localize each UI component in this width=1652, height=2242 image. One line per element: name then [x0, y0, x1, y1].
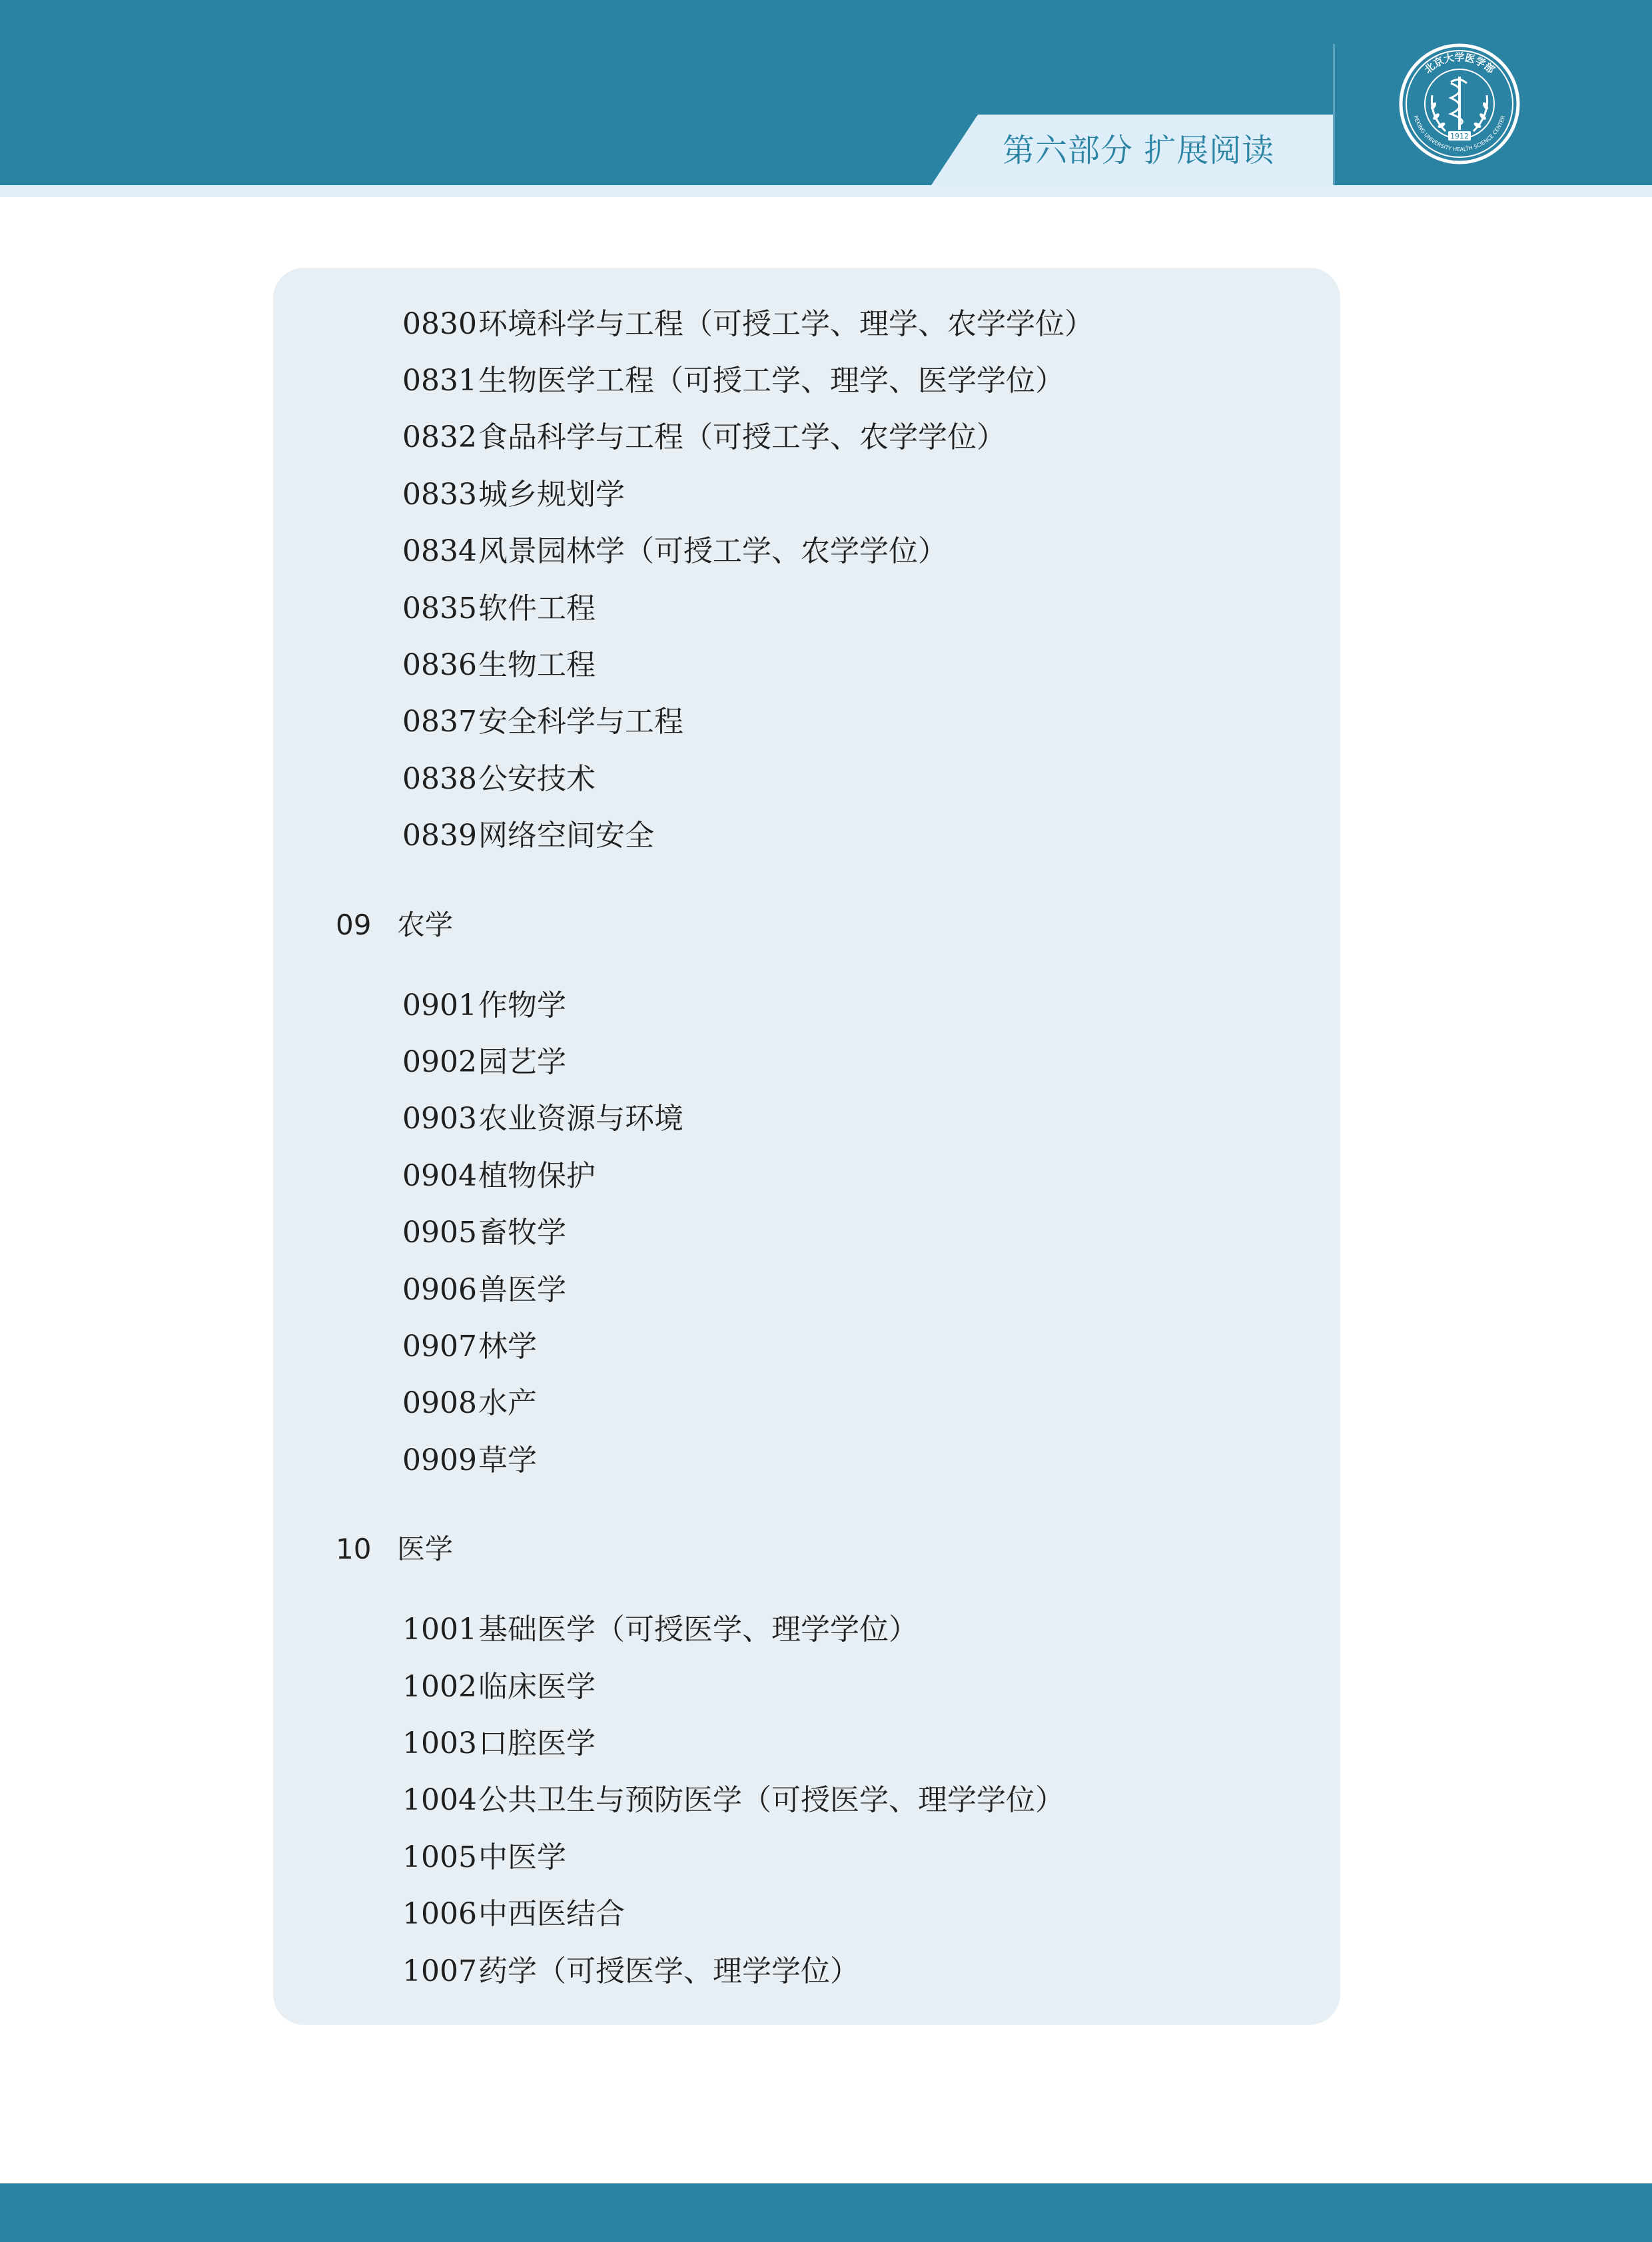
- list-item: 0904植物保护: [402, 1159, 596, 1193]
- svg-text:北京大学医学部: 北京大学医学部: [1422, 51, 1497, 76]
- list-item: 0836生物工程: [402, 648, 596, 682]
- list-item: 0835软件工程: [402, 591, 596, 625]
- list-item: 0830环境科学与工程（可授工学、理学、农学学位）: [402, 307, 1094, 341]
- list-item: 0901作物学: [402, 988, 566, 1022]
- header-divider: [1333, 44, 1335, 185]
- list-item: 1003口腔医学: [402, 1726, 596, 1760]
- list-item: 0907林学: [402, 1329, 537, 1363]
- list-item: 0903农业资源与环境: [402, 1102, 683, 1136]
- category-heading-10: 10 医学: [336, 1533, 454, 1565]
- list-item: 0909草学: [402, 1443, 537, 1477]
- list-item: 0832食品科学与工程（可授工学、农学学位）: [402, 420, 1006, 454]
- list-item: 0839网络空间安全: [402, 819, 654, 853]
- list-item: 0905畜牧学: [402, 1216, 566, 1250]
- university-seal-icon: [1398, 42, 1521, 166]
- section-title: 第六部分 扩展阅读: [1003, 132, 1275, 169]
- list-item: 0833城乡规划学: [402, 478, 625, 512]
- list-item: 1001基础医学（可授医学、理学学位）: [402, 1613, 918, 1647]
- list-item: 0838公安技术: [402, 762, 596, 796]
- header-strip: [0, 185, 1652, 197]
- category-heading-09: 09 农学: [336, 909, 454, 941]
- list-item: 0906兽医学: [402, 1273, 566, 1307]
- list-item: 1004公共卫生与预防医学（可授医学、理学学位）: [402, 1783, 1064, 1817]
- list-item: 0837安全科学与工程: [402, 705, 683, 739]
- list-item: 0834风景园林学（可授工学、农学学位）: [402, 534, 947, 568]
- svg-text:1912: 1912: [1450, 132, 1469, 141]
- list-item: 1006中西医结合: [402, 1897, 625, 1931]
- list-item: 1005中医学: [402, 1840, 566, 1874]
- svg-text:PEKING UNIVERSITY HEALTH SCIEN: PEKING UNIVERSITY HEALTH SCIENCE CENTER: [1412, 115, 1507, 153]
- list-item: 1007药学（可授医学、理学学位）: [402, 1954, 859, 1988]
- list-item: 0831生物医学工程（可授工学、理学、医学学位）: [402, 364, 1064, 398]
- list-item: 1002临床医学: [402, 1670, 596, 1704]
- list-item: 0908水产: [402, 1386, 537, 1420]
- footer-bar: [0, 2183, 1652, 2242]
- university-logo: [1398, 42, 1521, 166]
- list-item: 0902园艺学: [402, 1045, 566, 1079]
